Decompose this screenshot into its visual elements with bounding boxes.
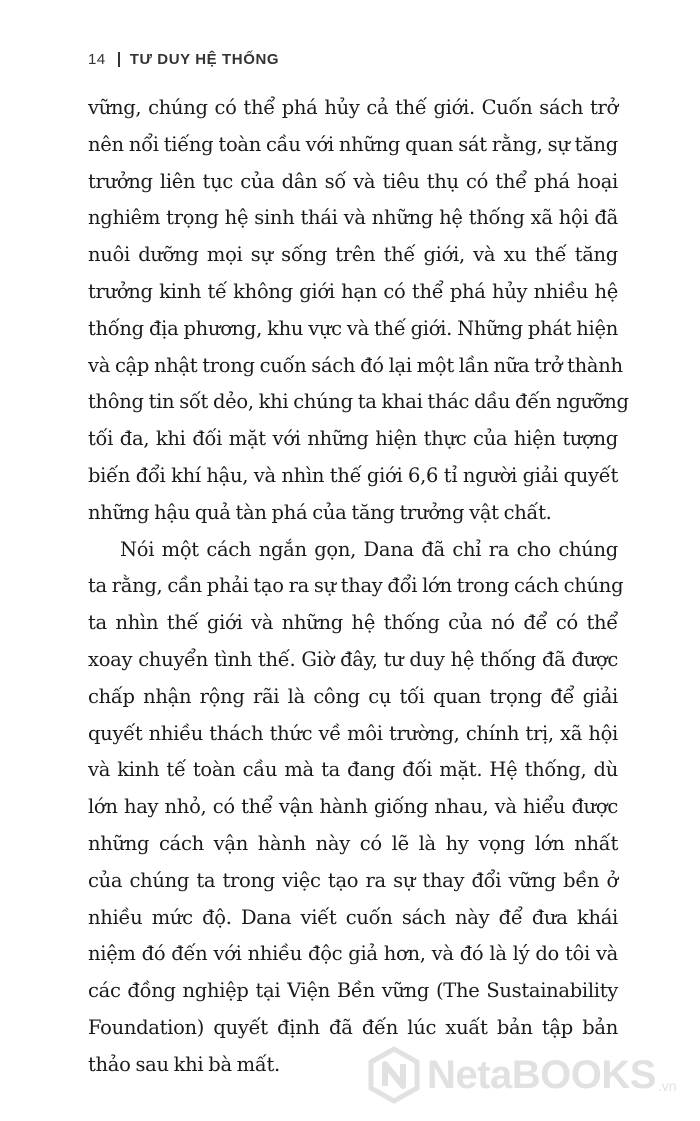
- text-line: thống địa phương, khu vực và thế giới. Những phát hiện: [88, 316, 618, 340]
- watermark-tld: .vn: [657, 1078, 677, 1094]
- text-line: quyết nhiều thách thức về môi trường, chính trị, xã hội: [88, 721, 618, 745]
- text-line: ta nhìn thế giới và những hệ thống của nó để có thể: [88, 611, 618, 635]
- text-line: các đồng nghiệp tại Viện Bền vững (The Sustainability: [88, 979, 618, 1003]
- text-line: biến đổi khí hậu, và nhìn thế giới 6,6 tỉ người giải quyết: [88, 463, 618, 487]
- netabooks-logo-icon: [365, 1046, 423, 1104]
- text-line: nhiều mức độ. Dana viết cuốn sách này để đưa khái: [88, 905, 618, 929]
- header-separator: [118, 52, 120, 67]
- text-line: và kinh tế toàn cầu mà ta đang đối mặt. Hệ thống, dù: [88, 758, 618, 782]
- page-header: [88, 46, 279, 72]
- text-line: nuôi dưỡng mọi sự sống trên thế giới, và xu thế tăng: [88, 243, 618, 267]
- text-line: vững, chúng có thể phá hủy cả thế giới. Cuốn sách trở: [88, 96, 618, 119]
- text-line: thảo sau khi bà mất.: [88, 1052, 280, 1076]
- paragraph-2: [88, 532, 624, 1084]
- watermark-brand: NetaBOOKS: [427, 1052, 656, 1097]
- text-line: lớn hay nhỏ, có thể vận hành giống nhau, và hiểu được: [88, 795, 618, 819]
- text-line: nên nổi tiếng toàn cầu với những quan sát rằng, sự tăng: [88, 132, 618, 156]
- text-line: những hậu quả tàn phá của tăng trưởng vật chất.: [88, 500, 552, 524]
- text-line: Foundation) quyết định đã đến lúc xuất bản tập bản: [88, 1015, 618, 1039]
- text-line: niệm đó đến với nhiều độc giả hơn, và đó là lý do tôi và: [88, 942, 618, 966]
- text-line: trưởng kinh tế không giới hạn có thể phá hủy nhiều hệ: [88, 279, 618, 303]
- text-line: Nói một cách ngắn gọn, Dana đã chỉ ra cho chúng: [120, 537, 618, 561]
- text-line: nghiêm trọng hệ sinh thái và những hệ thống xã hội đã: [88, 206, 618, 230]
- text-line: thông tin sốt dẻo, khi chúng ta khai thác dầu đến ngưỡng: [88, 390, 629, 414]
- running-title: TƯ DUY HỆ THỐNG: [129, 50, 280, 68]
- text-line: ta rằng, cần phải tạo ra sự thay đổi lớn trong cách chúng: [88, 574, 624, 598]
- text-line: chấp nhận rộng rãi là công cụ tối quan trọng để giải: [88, 684, 618, 708]
- body-text: [88, 90, 629, 1084]
- watermark: [365, 1046, 677, 1104]
- text-line: trưởng liên tục của dân số và tiêu thụ có thể phá hoại: [88, 169, 618, 193]
- text-line: tối đa, khi đối mặt với những hiện thực của hiện tượng: [88, 427, 618, 451]
- text-line: và cập nhật trong cuốn sách đó lại một lần nữa trở thành: [88, 353, 623, 377]
- text-line: của chúng ta trong việc tạo ra sự thay đổi vững bền ở: [88, 868, 618, 892]
- text-line: những cách vận hành này có lẽ là hy vọng lớn nhất: [88, 831, 618, 855]
- text-line: xoay chuyển tình thế. Giờ đây, tư duy hệ thống đã được: [88, 647, 618, 671]
- paragraph-1: [88, 90, 629, 532]
- page-number: 14: [88, 50, 106, 68]
